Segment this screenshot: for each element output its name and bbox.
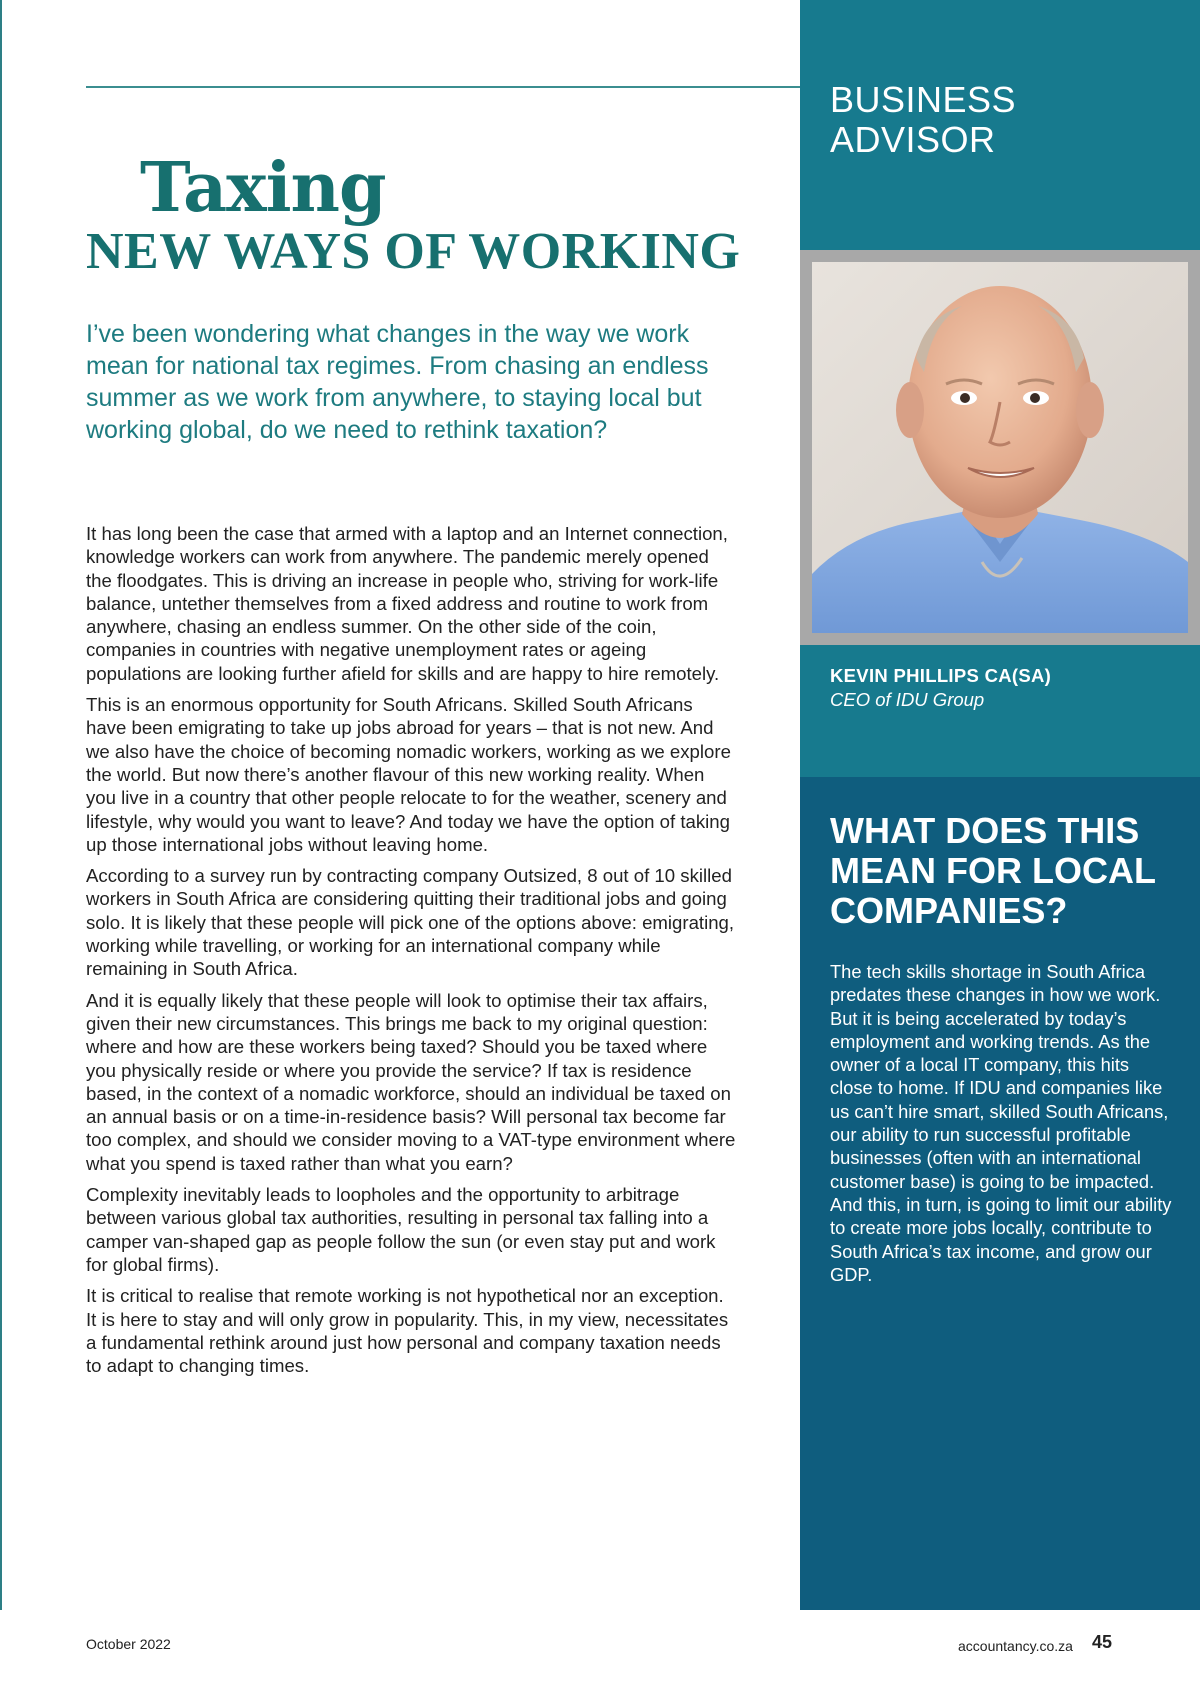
footer-site: accountancy.co.za [958,1638,1073,1654]
page-edge-rule [0,0,2,1610]
body-paragraph: It has long been the case that armed with a laptop and an Internet connection, knowledge workers can work from anywhere. The pandemic merely opened the floodgates. This is driving an increase in people who, striving for work-life balance, untether themselves from a fixed address and routine to work from anywhere, chasing an endless summer. On the other side of the coin, companies in countries with negative unemployment rates or ageing populations are looking further afield for skills and are happy to hire remotely. [86,523,728,684]
sidebar-header-panel [800,0,1200,250]
sidebar-heading-line: WHAT DOES THIS [830,810,1140,851]
article-body [86,522,736,1385]
author-role: CEO of IDU Group [830,689,985,710]
author-info-band [800,645,1200,777]
body-paragraph: Complexity inevitably leads to loopholes and the opportunity to arbitrage between various global tax authorities, resulting in personal tax falling into a camper van-shaped gap as people follow the sun (or even stay put and work for global firms). [86,1184,716,1275]
author-photo [812,262,1188,633]
sidebar-heading-line: COMPANIES? [830,890,1068,931]
top-rule [86,86,800,88]
author-photo-frame [800,250,1200,645]
footer-date: October 2022 [86,1636,171,1652]
body-paragraph: According to a survey run by contracting company Outsized, 8 out of 10 skilled workers in South Africa are considering quitting their traditional jobs and going solo. It is likely that these people will pick one of the options above: emigrating, working while travelling, or working for an international company while remaining in South Africa. [86,865,735,980]
body-paragraph: This is an enormous opportunity for South Africans. Skilled South Africans have been emigrating to take up jobs abroad for years – that is not new. And we also have the choice of becoming nomadic workers, working as we explore the world. But now there’s another flavour of this new working reality. When you live in a country that other people relocate to for the weather, scenery and lifestyle, why would you want to leave? And today we have the option of taking up those international jobs without leaving home. [86,694,731,855]
sidebar-callout-panel [800,777,1200,1610]
article-title-subline: NEW WAYS OF WORKING [86,223,741,280]
article-lede: I’ve been wondering what changes in the way we work mean for national tax regimes. From chasing an endless summer as we work from anywhere, to staying local but working global, do we need to rethink taxation? [86,320,709,444]
author-portrait-image [812,262,1188,633]
section-label-line: BUSINESS [830,79,1017,120]
article-title-taxing: Taxing [140,148,386,228]
page-number: 45 [1092,1632,1113,1652]
body-paragraph: And it is equally likely that these people will look to optimise their tax affairs, given their new circumstances. This brings me back to my original question: where and how are these workers being taxed? Should you be taxed where you physically reside or where you provide the service? If tax is residence based, in the context of a nomadic workforce, should an individual be taxed on an annual basis or on a time-in-residence basis? Will personal tax become far too complex, and should we consider moving to a VAT-type environment where what you spend is taxed rather than what you earn? [86,989,736,1174]
section-label-line: ADVISOR [830,119,996,160]
body-paragraph: It is critical to realise that remote working is not hypothetical nor an exception. It is here to stay and will only grow in popularity. This, in my view, necessitates a fundamental rethink around just how personal and company taxation needs to adapt to changing times. [86,1285,729,1377]
sidebar-heading-line: MEAN FOR LOCAL [830,850,1156,891]
sidebar [800,0,1200,1610]
sidebar-heading [830,811,1190,931]
sidebar-body: The tech skills shortage in South Africa predates these changes in how we work. But it is being accelerated by today’s employment and working trends. As the owner of a local IT company, this hits close to home. If IDU and companies like us can’t hire smart, skilled South Africans, our ability to run successful profitable businesses (often with an international customer base) is going to be impacted. And this, in turn, is going to limit our ability to create more jobs locally, contribute to South Africa’s tax income, and grow our GDP. [830,961,1172,1285]
section-label [830,80,1016,160]
author-name: KEVIN PHILLIPS CA(SA) [830,665,1052,686]
